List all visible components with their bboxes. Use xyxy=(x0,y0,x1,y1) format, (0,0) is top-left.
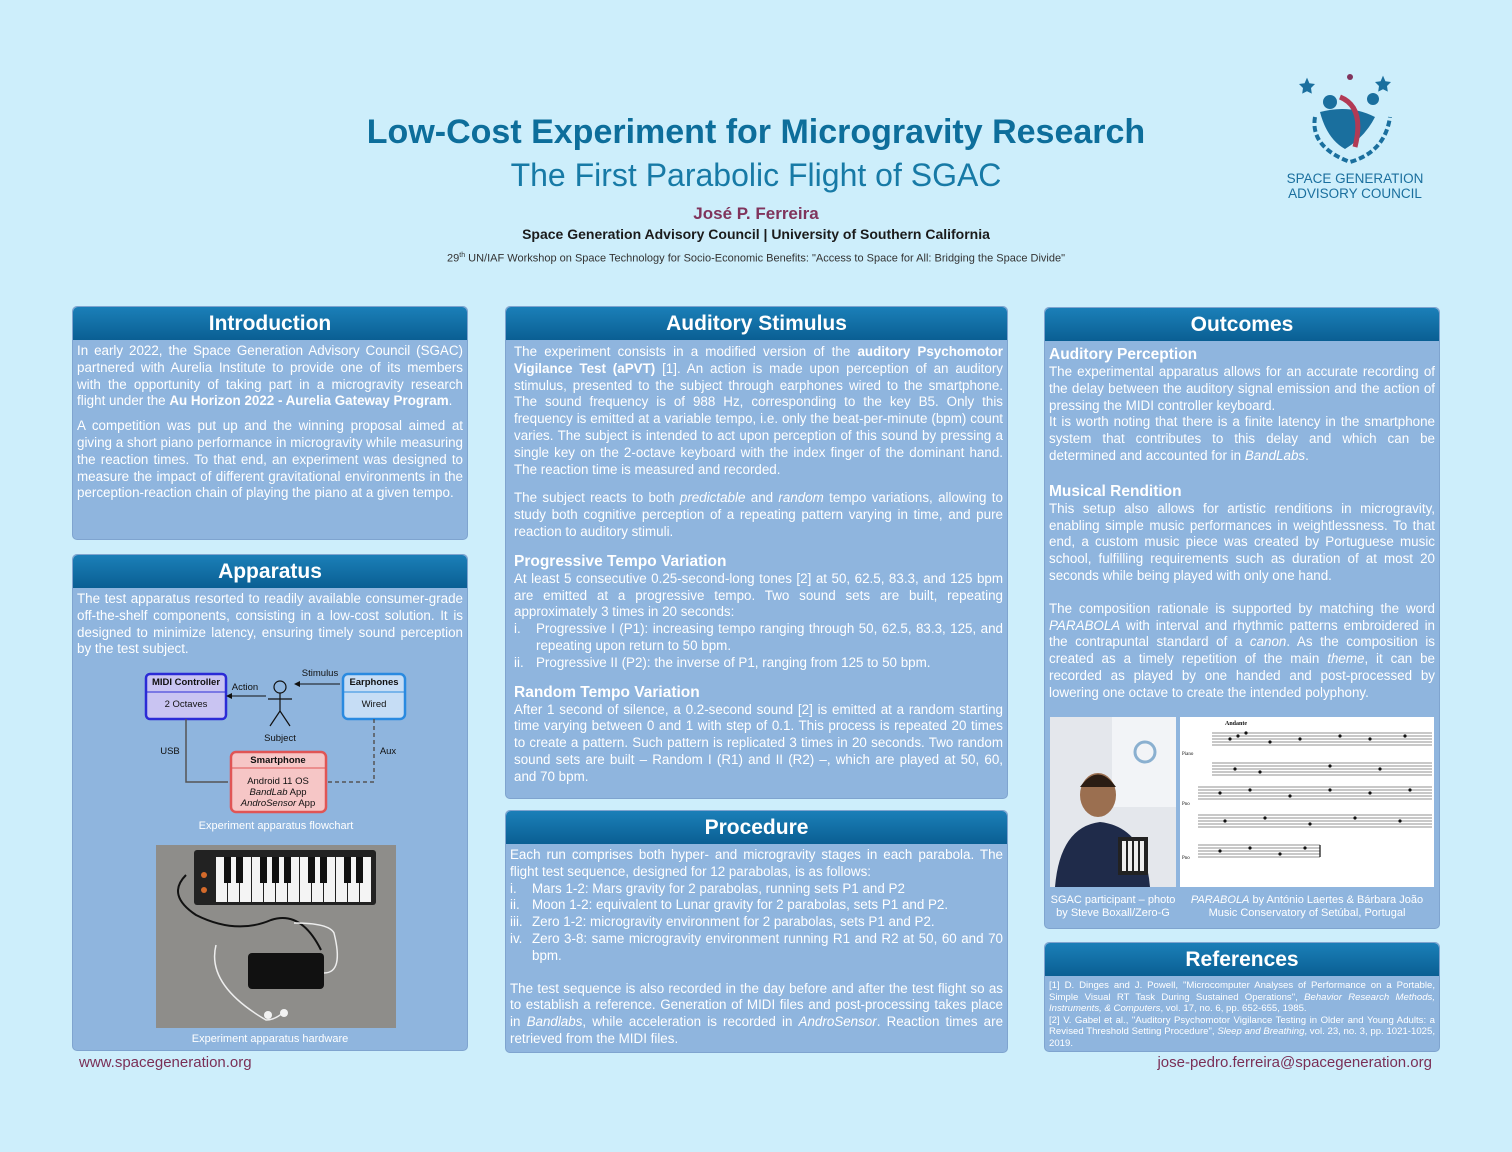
poster-title: Low-Cost Experiment for Microgravity Research xyxy=(366,113,1146,151)
earphones-sub: Wired xyxy=(361,699,387,710)
auditory-paragraph-1: The experiment consists in a modified version of the auditory Psychomotor Vigilance Test (aPVT) [1]. An action is made upon perception of an auditory stimulus, presented to the subject through earphones wired to the smartphone. The sound frequency is of 988 Hz, corresponding to the key B5. Only this frequency is emitted at a variable tempo, i.e. only the beat-per-minute (bpm) count varies. The subject is intended to act upon perception of this sound by pressing a single key on the 2-octave keyboard with the index finger of the dominant hand. The reaction time is measured and recorded. xyxy=(514,344,1003,477)
auditory-perception-heading: Auditory Perception xyxy=(1049,346,1198,363)
procedure-heading: Procedure xyxy=(506,811,1007,844)
auditory-perception-paragraph-1: The experimental apparatus allows for an accurate recording of the delay between the auditory signal emission and the action of pressing the MIDI controller keyboard. xyxy=(1049,364,1435,413)
midi-sub: 2 Octaves xyxy=(164,699,208,710)
musical-rendition-heading: Musical Rendition xyxy=(1049,482,1182,500)
logo-text: SPACE GENERATION ADVISORY COUNCIL xyxy=(1286,171,1424,201)
progressive-tempo-paragraph: At least 5 consecutive 0.25-second-long tones [2] at 50, 62.5, 83.3, and 125 bpm are emitted at a progressive tempo. Two sound sets are built, repeating approximately 3 times in 20 seconds: xyxy=(514,570,1003,620)
intro-paragraph-1: In early 2022, the Space Generation Advisory Council (SGAC) partnered with Aurelia Institute to provide one of its members with the opportunity of taking part in a microgravity research flight under the Au Horizon 2022 - Aurelia Gateway Program. xyxy=(77,343,463,409)
auditory-perception-paragraph-2: It is worth noting that there is a finite latency in the smartphone system that contributes to this delay and which can be determined and accounted for in BandLabs. xyxy=(1049,414,1435,463)
list-item: i. Progressive I (P1): increasing tempo ranging through 50, 62.5, 83.3, 125, and repeating upon return to 50 bpm. xyxy=(514,621,1003,653)
hardware-photo xyxy=(156,845,396,1028)
progressive-tempo-heading: Progressive Tempo Variation xyxy=(514,552,727,570)
score-instrument-label: Piano xyxy=(1182,752,1194,757)
reference-1: [1] D. Dinges and J. Powell, "Microcomputer Analyses of Performance on a Portable, Simple Visual RT Task During Sustained Operations", Behavior Research Methods, Instruments, & Computers, vol. 17, no. 6, pp. 652-655, 1985. xyxy=(1049,980,1435,1014)
procedure-paragraph-1: Each run comprises both hyper- and microgravity stages in each parabola. The flight test sequence, designed for 12 parabolas, is as follows: xyxy=(510,847,1003,879)
apparatus-heading: Apparatus xyxy=(73,555,467,588)
references-heading: References xyxy=(1045,943,1439,976)
smartphone-line-1: Android 11 OS xyxy=(247,776,309,787)
stimulus-label: Stimulus xyxy=(301,668,339,679)
smartphone-title: Smartphone xyxy=(250,755,306,766)
smartphone-line-3: AndroSensor App xyxy=(240,798,316,809)
aux-label: Aux xyxy=(379,746,397,757)
subject-label: Subject xyxy=(264,733,296,744)
list-item: iv. Zero 3-8: same microgravity environment running R1 and R2 at 50, 60 and 70 bpm. xyxy=(510,930,1003,963)
poster-subtitle: The First Parabolic Flight of SGAC xyxy=(510,157,1002,193)
usb-label: USB xyxy=(160,746,180,757)
musical-rendition-paragraph-2: The composition rationale is supported by matching the word PARABOLA with interval and rhythmic patterns embroidered in the contrapuntal standard of a canon. As the composition is created as a timely repetition of the main theme, it can be recorded as played by one handed and post-processed by lowering one octave to create the intended polyphony. xyxy=(1049,600,1435,700)
hardware-caption: Experiment apparatus hardware xyxy=(191,1033,349,1045)
workshop-line: 29th UN/IAF Workshop on Space Technology for Socio-Economic Benefits: "Access to Space for All: Bridging the Space Divide" xyxy=(447,252,1065,265)
outcomes-heading: Outcomes xyxy=(1045,308,1439,341)
email-link[interactable]: jose-pedro.ferreira@spacegeneration.org xyxy=(1157,1054,1432,1071)
score-instrument-label: Pno xyxy=(1182,802,1190,807)
list-item: i. Mars 1-2: Mars gravity for 2 parabolas, running sets P1 and P2 xyxy=(510,880,905,896)
reference-2: [2] V. Gabel et al., "Auditory Psychomotor Vigilance Testing in Older and Young Adults: a Revised Threshold Setting Procedure", Sleep and Breathing, vol. 23, no. 3, pp. 1021-1025, 2019. xyxy=(1049,1014,1435,1049)
midi-title: MIDI Controller xyxy=(151,677,221,688)
introduction-heading: Introduction xyxy=(73,307,467,340)
score-tempo: Andante xyxy=(1225,721,1248,727)
website-link[interactable]: www.spacegeneration.org xyxy=(79,1054,252,1071)
photo-caption: SGAC participant – photo by Steve Boxall/Zero-G xyxy=(1050,894,1176,919)
score-caption: PARABOLA by António Laertes & Bárbara João Music Conservatory of Setúbal, Portugal xyxy=(1190,894,1424,919)
auditory-stimulus-panel xyxy=(505,306,1008,799)
musical-rendition-paragraph-1: This setup also allows for artistic renditions in microgravity, enabling simple music performances in weightlessness. To that end, a custom music piece was created by Portuguese music school, fulfilling requirements such as duration of at most 20 seconds while being played with only one hand. xyxy=(1049,500,1435,583)
list-item: ii. Moon 1-2: equivalent to Lunar gravity for 2 parabolas, sets P1 and P2. xyxy=(510,897,949,913)
apparatus-flowchart xyxy=(78,666,468,821)
auditory-paragraph-2: The subject reacts to both predictable and random tempo variations, allowing to study both cognitive perception of a repeating pattern varying in time, and pure reaction to auditory stimuli. xyxy=(514,490,1003,539)
references-panel xyxy=(1044,942,1440,1052)
random-tempo-paragraph: After 1 second of silence, a 0.2-second sound [2] is emitted at a random starting time varying between 0 and 1 with step of 0.1. This process is repeated 20 times to create a pattern. Such pattern is replicated 3 times in 20 seconds. Two random sound sets are built – Random I (R1) and II (R2) –, which are played at 50, 60, and 70 bpm. xyxy=(514,701,1003,784)
list-item: ii. Progressive II (P2): the inverse of P1, ranging from 125 to 50 bpm. xyxy=(514,654,931,670)
participant-photo xyxy=(1050,717,1176,887)
score-instrument-label: Pno xyxy=(1182,856,1190,861)
apparatus-paragraph: The test apparatus resorted to readily available consumer-grade off-the-shelf components, consisting in a low-cost solution. It is designed to minimize latency, ensuring timely sound perception by the test subject. xyxy=(77,591,463,657)
earphones-title: Earphones xyxy=(349,677,399,688)
intro-paragraph-2: A competition was put up and the winning proposal aimed at giving a short piano performance in microgravity while measuring the reaction times. To that end, an experiment was designed to measure the impact of different gravitational environments in the perception-reaction chain of playing the piano at a given tempo. xyxy=(77,418,463,501)
random-tempo-heading: Random Tempo Variation xyxy=(514,683,700,701)
smartphone-line-2: BandLab App xyxy=(249,787,307,798)
procedure-paragraph-2: The test sequence is also recorded in the day before and after the test flight so as to establish a reference. Generation of MIDI files and post-processing takes place in Bandlabs, while acceleration is recorded in AndroSensor. Reaction times are retrieved from the MIDI files. xyxy=(510,980,1004,1046)
author-affiliation: Space Generation Advisory Council | University of Southern California xyxy=(522,226,990,242)
list-item: iii. Zero 1-2: microgravity environment for 2 parabolas, sets P1 and P2. xyxy=(510,914,935,930)
procedure-panel xyxy=(505,810,1008,1053)
author-name: José P. Ferreira xyxy=(693,204,819,223)
subject-icon xyxy=(268,681,292,726)
auditory-stimulus-heading: Auditory Stimulus xyxy=(506,307,1007,340)
introduction-panel xyxy=(72,306,468,540)
parabola-score xyxy=(1180,717,1434,887)
flowchart-caption: Experiment apparatus flowchart xyxy=(198,820,354,832)
action-label: Action xyxy=(231,682,259,693)
